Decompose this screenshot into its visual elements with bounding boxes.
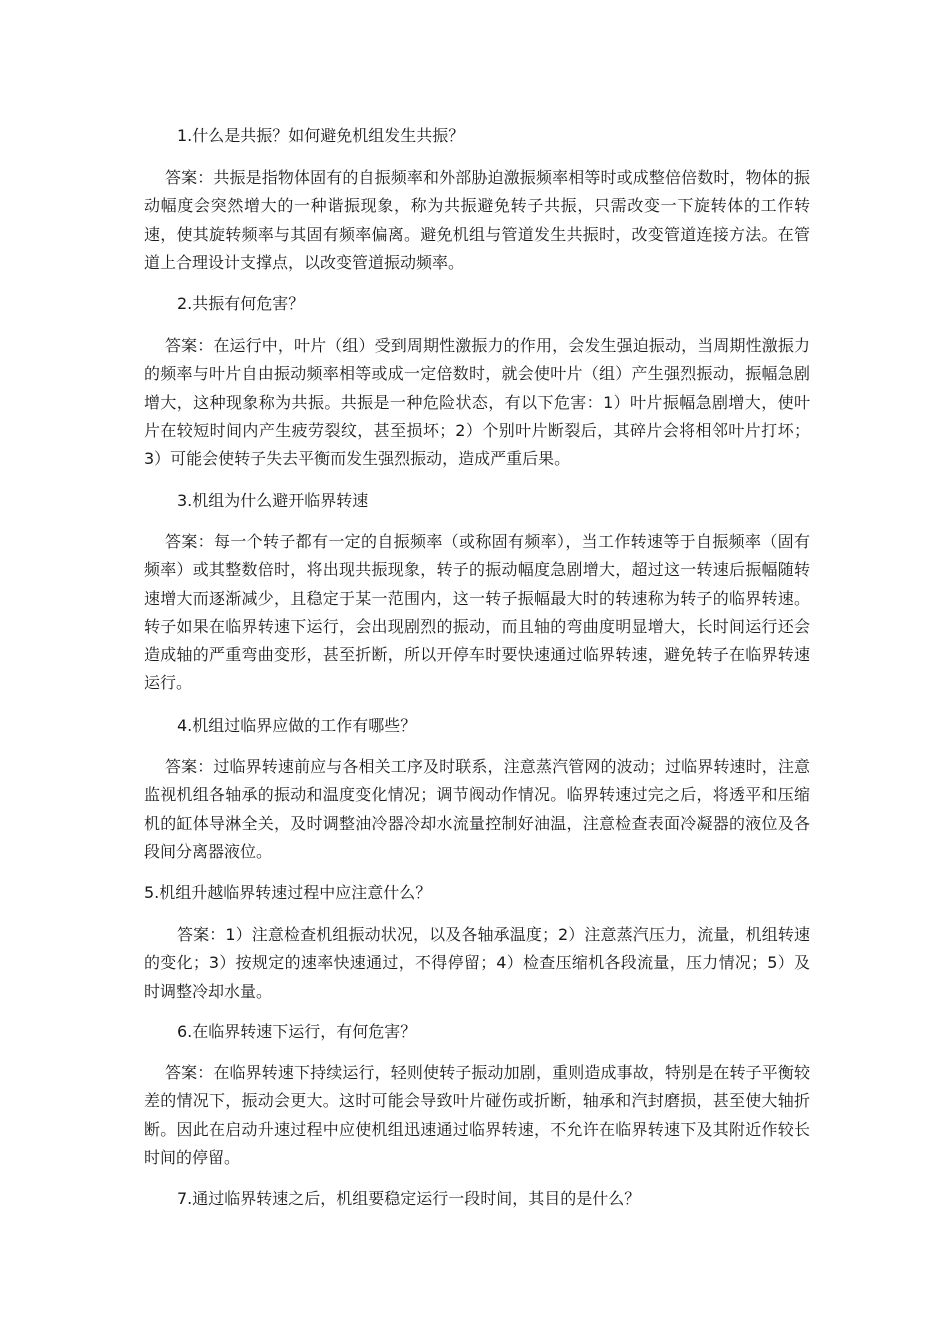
question-5: 5.机组升越临界转速过程中应注意什么？ [144,883,432,902]
answer-6: 答案：在临界转速下持续运行，轻则使转子振动加剧，重则造成事故，特别是在转子平衡较差的情况下，振动会更大。这时可能会导致叶片碰伤或折断，轴承和汽封磨损，甚至使大轴折断。因此在启动升速过程中应使机组迅速通过临界转速，不允许在临界转速下及其附近作较长时间的停留。 [144,1063,810,1167]
question-1: 1.什么是共振？如何避免机组发生共振？ [177,126,465,145]
answer-3: 答案：每一个转子都有一定的自振频率（或称固有频率），当工作转速等于自振频率（固有频率）或其整数倍时，将出现共振现象，转子的振动幅度急剧增大，超过这一转速后振幅随转速增大而逐渐减少，且稳定于某一范围内，这一转子振幅最大时的转速称为转子的临界转速。转子如果在临界转速下运行，会出现剧烈的振动，而且轴的弯曲度明显增大，长时间运行还会造成轴的严重弯曲变形，甚至折断，所以开停车时要快速通过临界转速，避免转子在临界转速运行。 [144,532,810,693]
answer-1: 答案：共振是指物体固有的自振频率和外部胁迫激振频率相等时或成整倍倍数时，物体的振动幅度会突然增大的一种谐振现象，称为共振避免转子共振，只需改变一下旋转体的工作转速，使其旋转频率与其固有频率偏离。避免机组与管道发生共振时，改变管道连接方法。在管道上合理设计支撑点，以改变管道振动频率。 [144,168,810,272]
question-6: 6.在临界转速下运行，有何危害？ [177,1022,417,1041]
question-2: 2.共振有何危害？ [177,294,305,313]
answer-5: 答案：1）注意检查机组振动状况，以及各轴承温度；2）注意蒸汽压力，流量，机组转速的变化；3）按规定的速率快速通过，不得停留；4）检查压缩机各段流量，压力情况；5）及时调整冷却水量。 [144,925,810,1001]
question-4: 4.机组过临界应做的工作有哪些？ [177,716,417,735]
answer-4: 答案：过临界转速前应与各相关工序及时联系，注意蒸汽管网的波动；过临界转速时，注意监视机组各轴承的振动和温度变化情况；调节阀动作情况。临界转速过完之后，将透平和压缩机的缸体导淋全关，及时调整油冷器冷却水流量控制好油温，注意检查表面冷凝器的液位及各段间分离器液位。 [144,757,810,861]
answer-2: 答案：在运行中，叶片（组）受到周期性激振力的作用，会发生强迫振动，当周期性激振力的频率与叶片自由振动频率相等或成一定倍数时，就会使叶片（组）产生强烈振动，振幅急剧增大，这种现象称为共振。共振是一种危险状态，有以下危害：1）叶片振幅急剧增大，使叶片在较短时间内产生疲劳裂纹，甚至损坏；2）个别叶片断裂后，其碎片会将相邻叶片打坏；3）可能会使转子失去平衡而发生强烈振动，造成严重后果。 [144,336,810,469]
question-7: 7.通过临界转速之后，机组要稳定运行一段时间，其目的是什么？ [177,1189,641,1208]
question-3: 3.机组为什么避开临界转速 [177,491,369,510]
